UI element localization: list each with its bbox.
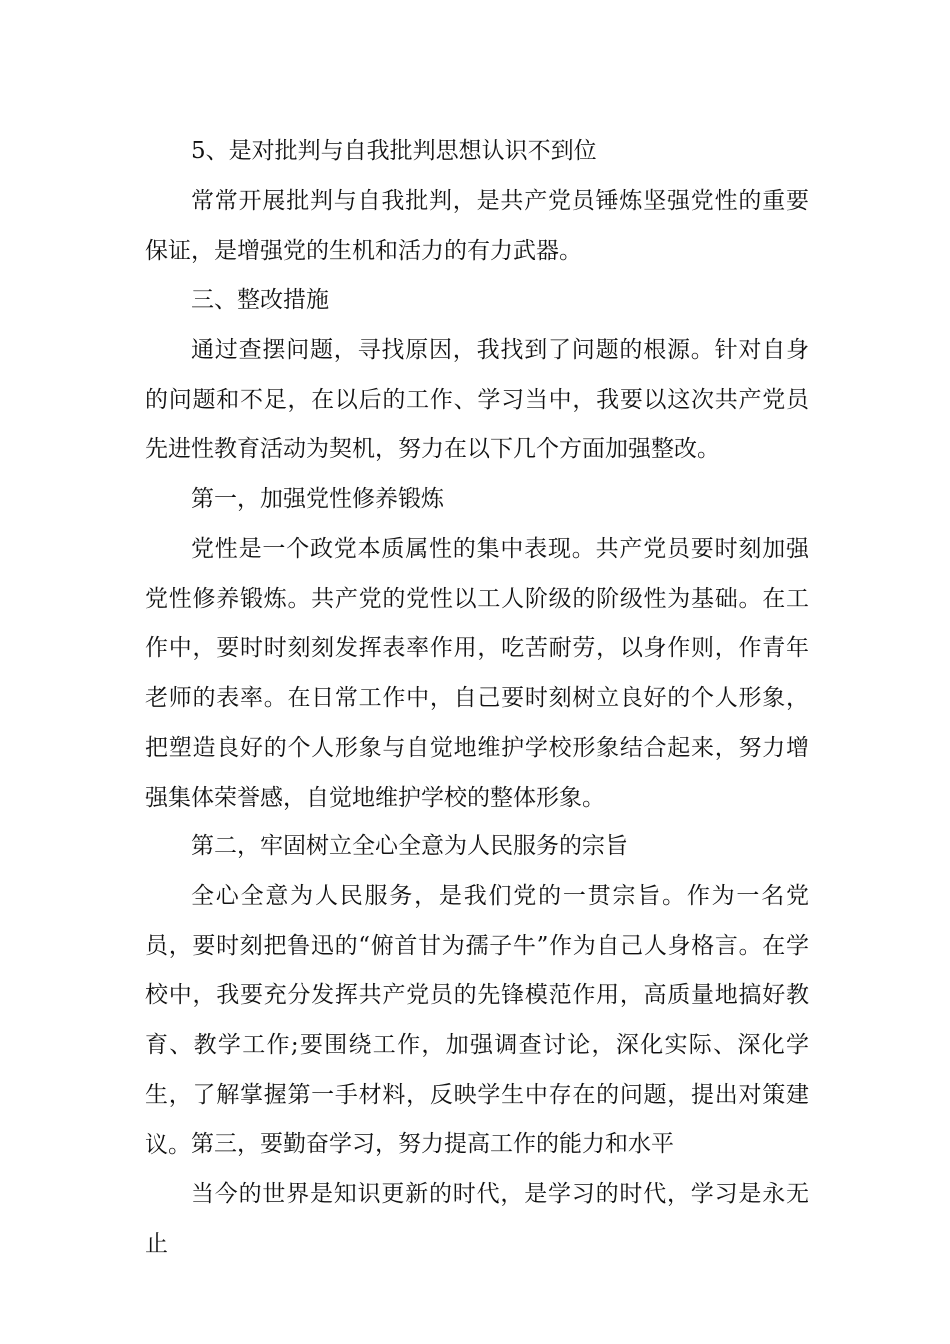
paragraph-second-body: 全心全意为人民服务，是我们党的一贯宗旨。作为一名党员，要时刻把鲁迅的“俯首甘为孺子牛”作为自己人身格言。在学校中，我要充分发挥共产党员的先锋模范作用，高质量地搞好教育、教学工作;要围绕工作，加强调查讨论，深化实际、深化学生，了解掌握第一手材料，反映学生中存在的问题，提出对策建议。 (145, 883, 809, 1158)
paragraph-second-heading: 第二，牢固树立全心全意为人民服务的宗旨 (191, 833, 628, 859)
paragraph-third-heading: 第三，要勤奋学习，努力提高工作的能力和水平 (191, 1131, 674, 1157)
section-heading-rectification: 三、整改措施 (191, 287, 329, 313)
paragraph-first-body: 党性是一个政党本质属性的集中表现。共产党员要时刻加强党性修养锻炼。共产党的党性以工人阶级的阶级性为基础。在工作中，要时时刻刻发挥表率作用，吃苦耐劳，以身作则，作青年老师的表率。在日常工作中，自己要时刻树立良好的个人形象，把塑造良好的个人形象与自觉地维护学校形象结合起来，努力增强集体荣誉感，自觉地维护学校的整体形象。 (145, 536, 809, 811)
paragraph-criticism-heading: 5、是对批判与自我批判思想认识不到位 (191, 138, 597, 164)
paragraph-rectification-intro: 通过查摆问题，寻找原因，我找到了问题的根源。针对自身的问题和不足，在以后的工作、学习当中，我要以这次共产党员先进性教育活动为契机，努力在以下几个方面加强整改。 (145, 337, 809, 463)
paragraph-first-heading: 第一，加强党性修养锻炼 (191, 486, 444, 512)
paragraph-criticism-body: 常常开展批判与自我批判，是共产党员锤炼坚强党性的重要保证，是增强党的生机和活力的有力武器。 (145, 188, 809, 264)
paragraph-third-body: 当今的世界是知识更新的时代，是学习的时代，学习是永无止 (145, 1181, 809, 1257)
